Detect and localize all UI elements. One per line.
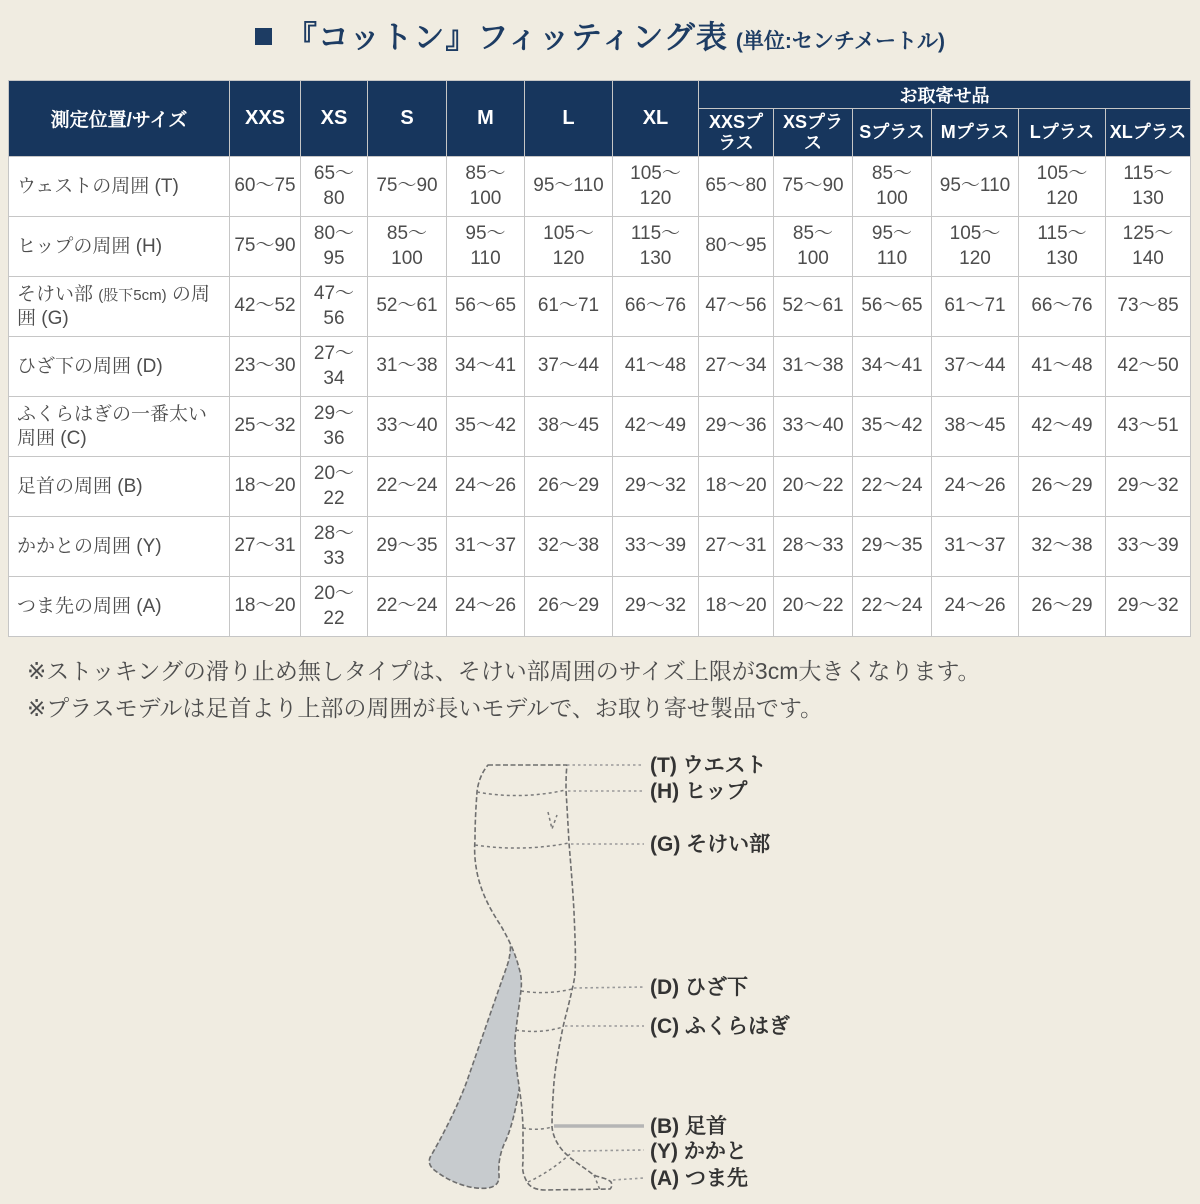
size-value-cell: 29〜35	[853, 517, 932, 577]
heel-leader-line	[572, 1150, 644, 1151]
size-value-cell: 47〜56	[699, 277, 774, 337]
size-value-cell: 22〜24	[368, 457, 447, 517]
size-value-cell: 42〜52	[230, 277, 301, 337]
size-value-cell: 42〜50	[1106, 337, 1191, 397]
diagram-label-waist: (T) ウエスト	[650, 753, 767, 777]
table-row	[9, 457, 1191, 517]
diagram-label-toe: (A) つま先	[650, 1166, 748, 1190]
table-row	[9, 337, 1191, 397]
size-value-cell: 20〜22	[301, 457, 368, 517]
size-value-cell: 56〜65	[447, 277, 525, 337]
size-value-cell: 29〜35	[368, 517, 447, 577]
column-header-xs-plus: XSプラス	[774, 109, 853, 157]
size-value-cell: 85〜100	[447, 157, 525, 217]
size-value-cell: 29〜32	[613, 577, 699, 637]
row-label	[9, 157, 230, 217]
column-header-l: L	[525, 81, 613, 157]
table-row	[9, 577, 1191, 637]
below-knee-leader-line	[574, 987, 644, 988]
size-value-cell: 95〜110	[853, 217, 932, 277]
size-value-cell: 24〜26	[447, 577, 525, 637]
column-header-xl: XL	[613, 81, 699, 157]
size-value-cell: 105〜120	[525, 217, 613, 277]
size-value-cell: 20〜22	[301, 577, 368, 637]
size-value-cell: 18〜20	[230, 577, 301, 637]
size-value-cell: 115〜130	[613, 217, 699, 277]
row-label-text: 足首の周囲 (B)	[17, 475, 143, 497]
size-value-cell: 41〜48	[613, 337, 699, 397]
size-value-cell: 24〜26	[932, 457, 1019, 517]
size-value-cell: 125〜140	[1106, 217, 1191, 277]
size-value-cell: 29〜32	[1106, 577, 1191, 637]
column-header-m: M	[447, 81, 525, 157]
size-value-cell: 47〜56	[301, 277, 368, 337]
size-value-cell: 38〜45	[525, 397, 613, 457]
size-value-cell: 29〜36	[301, 397, 368, 457]
diagram-label-ankle: (B) 足首	[650, 1114, 727, 1138]
row-label	[9, 457, 230, 517]
size-value-cell: 26〜29	[525, 577, 613, 637]
size-value-cell: 34〜41	[853, 337, 932, 397]
note-line: ※プラスモデルは足首より上部の周囲が長いモデルで、お取り寄せ製品です。	[27, 695, 823, 722]
size-value-cell: 85〜100	[368, 217, 447, 277]
note-line: ※ストッキングの滑り止め無しタイプは、そけい部周囲のサイズ上限が3cm大きくなります。	[27, 658, 981, 684]
size-value-cell: 18〜20	[699, 457, 774, 517]
row-label-text: ウェストの周囲 (T)	[17, 175, 179, 197]
size-value-cell: 27〜34	[301, 337, 368, 397]
size-value-cell: 35〜42	[447, 397, 525, 457]
size-value-cell: 33〜40	[774, 397, 853, 457]
size-value-cell: 52〜61	[368, 277, 447, 337]
size-value-cell: 33〜39	[613, 517, 699, 577]
size-value-cell: 25〜32	[230, 397, 301, 457]
size-value-cell: 26〜29	[1019, 457, 1106, 517]
size-value-cell: 61〜71	[932, 277, 1019, 337]
row-label	[9, 577, 230, 637]
size-value-cell: 27〜34	[699, 337, 774, 397]
fitting-table-header	[9, 81, 1191, 157]
row-label-text: かかとの周囲 (Y)	[17, 535, 162, 557]
size-value-cell: 75〜90	[368, 157, 447, 217]
diagram-label-heel: (Y) かかと	[650, 1139, 747, 1163]
size-value-cell: 75〜90	[774, 157, 853, 217]
size-value-cell: 37〜44	[525, 337, 613, 397]
row-label	[9, 337, 230, 397]
size-value-cell: 95〜110	[932, 157, 1019, 217]
column-header-s-plus: Sプラス	[853, 109, 932, 157]
row-label	[9, 277, 230, 337]
size-value-cell: 29〜32	[613, 457, 699, 517]
table-row	[9, 157, 1191, 217]
back-leg-shape	[429, 912, 527, 1188]
size-value-cell: 85〜100	[774, 217, 853, 277]
column-header-xs: XS	[301, 81, 368, 157]
size-value-cell: 18〜20	[230, 457, 301, 517]
notes-section	[27, 653, 1200, 728]
size-value-cell: 95〜110	[447, 217, 525, 277]
row-label-text: ふくらはぎの一番太い周囲 (C)	[17, 403, 208, 449]
size-value-cell: 61〜71	[525, 277, 613, 337]
size-value-cell: 31〜37	[932, 517, 1019, 577]
table-row	[9, 217, 1191, 277]
size-value-cell: 20〜22	[774, 577, 853, 637]
size-value-cell: 66〜76	[1019, 277, 1106, 337]
title-text: 『コットン』フィッティング表	[286, 20, 728, 55]
column-header-l-plus: Lプラス	[1019, 109, 1106, 157]
diagram-label-groin: (G) そけい部	[650, 832, 771, 856]
column-header-measure: 測定位置/サイズ	[9, 81, 230, 157]
size-value-cell: 105〜120	[613, 157, 699, 217]
row-label-text: の周囲 (G)	[17, 283, 210, 329]
size-value-cell: 32〜38	[1019, 517, 1106, 577]
diagram-label-hip: (H) ヒップ	[650, 779, 748, 803]
diagram-label-calf: (C) ふくらはぎ	[650, 1014, 790, 1038]
size-value-cell: 42〜49	[613, 397, 699, 457]
size-value-cell: 56〜65	[853, 277, 932, 337]
row-label-note: (股下5cm)	[98, 286, 167, 304]
size-value-cell: 34〜41	[447, 337, 525, 397]
size-value-cell: 80〜95	[699, 217, 774, 277]
row-label-text: つま先の周囲 (A)	[17, 595, 162, 617]
size-value-cell: 20〜22	[774, 457, 853, 517]
size-value-cell: 31〜37	[447, 517, 525, 577]
size-value-cell: 22〜24	[853, 457, 932, 517]
size-value-cell: 28〜33	[774, 517, 853, 577]
column-header-xl-plus: XLプラス	[1106, 109, 1191, 157]
column-header-xxs: XXS	[230, 81, 301, 157]
size-value-cell: 32〜38	[525, 517, 613, 577]
column-header-order-group: お取寄せ品	[699, 81, 1191, 109]
column-header-s: S	[368, 81, 447, 157]
size-value-cell: 27〜31	[699, 517, 774, 577]
size-value-cell: 65〜80	[301, 157, 368, 217]
size-value-cell: 35〜42	[853, 397, 932, 457]
size-value-cell: 105〜120	[932, 217, 1019, 277]
fitting-table	[8, 80, 1191, 637]
size-value-cell: 31〜38	[368, 337, 447, 397]
size-value-cell: 65〜80	[699, 157, 774, 217]
size-value-cell: 28〜33	[301, 517, 368, 577]
row-label	[9, 517, 230, 577]
table-row	[9, 277, 1191, 337]
row-label	[9, 217, 230, 277]
size-value-cell: 43〜51	[1106, 397, 1191, 457]
toe-leader-line	[613, 1178, 644, 1180]
size-value-cell: 33〜40	[368, 397, 447, 457]
size-value-cell: 27〜31	[230, 517, 301, 577]
size-value-cell: 26〜29	[1019, 577, 1106, 637]
column-header-m-plus: Mプラス	[932, 109, 1019, 157]
size-value-cell: 29〜36	[699, 397, 774, 457]
row-label-text: ひざ下の周囲 (D)	[17, 355, 163, 377]
size-value-cell: 23〜30	[230, 337, 301, 397]
size-value-cell: 80〜95	[301, 217, 368, 277]
column-header-xxs-plus: XXSプラス	[699, 109, 774, 157]
size-value-cell: 37〜44	[932, 337, 1019, 397]
size-value-cell: 60〜75	[230, 157, 301, 217]
size-value-cell: 115〜130	[1019, 217, 1106, 277]
size-value-cell: 33〜39	[1106, 517, 1191, 577]
size-value-cell: 22〜24	[853, 577, 932, 637]
size-value-cell: 105〜120	[1019, 157, 1106, 217]
size-value-cell: 24〜26	[447, 457, 525, 517]
bullet-icon	[255, 28, 272, 45]
size-value-cell: 66〜76	[613, 277, 699, 337]
table-row	[9, 517, 1191, 577]
row-label	[9, 397, 230, 457]
size-value-cell: 85〜100	[853, 157, 932, 217]
size-value-cell: 26〜29	[525, 457, 613, 517]
size-value-cell: 95〜110	[525, 157, 613, 217]
size-value-cell: 42〜49	[1019, 397, 1106, 457]
size-value-cell: 18〜20	[699, 577, 774, 637]
row-label-text: ヒップの周囲 (H)	[17, 235, 163, 257]
size-value-cell: 31〜38	[774, 337, 853, 397]
size-value-cell: 29〜32	[1106, 457, 1191, 517]
leg-diagram	[0, 742, 1200, 1204]
size-value-cell: 38〜45	[932, 397, 1019, 457]
size-value-cell: 73〜85	[1106, 277, 1191, 337]
size-value-cell: 75〜90	[230, 217, 301, 277]
fitting-table-body	[9, 157, 1191, 637]
row-label-text: そけい部	[17, 283, 99, 305]
size-value-cell: 41〜48	[1019, 337, 1106, 397]
table-row	[9, 397, 1191, 457]
leg-measurement-illustration	[420, 742, 820, 1204]
title-unit: (単位:センチメートル)	[735, 30, 945, 53]
size-value-cell: 24〜26	[932, 577, 1019, 637]
page-title	[0, 0, 1200, 64]
size-value-cell: 52〜61	[774, 277, 853, 337]
size-value-cell: 115〜130	[1106, 157, 1191, 217]
diagram-label-below-knee: (D) ひざ下	[650, 975, 748, 999]
size-value-cell: 22〜24	[368, 577, 447, 637]
